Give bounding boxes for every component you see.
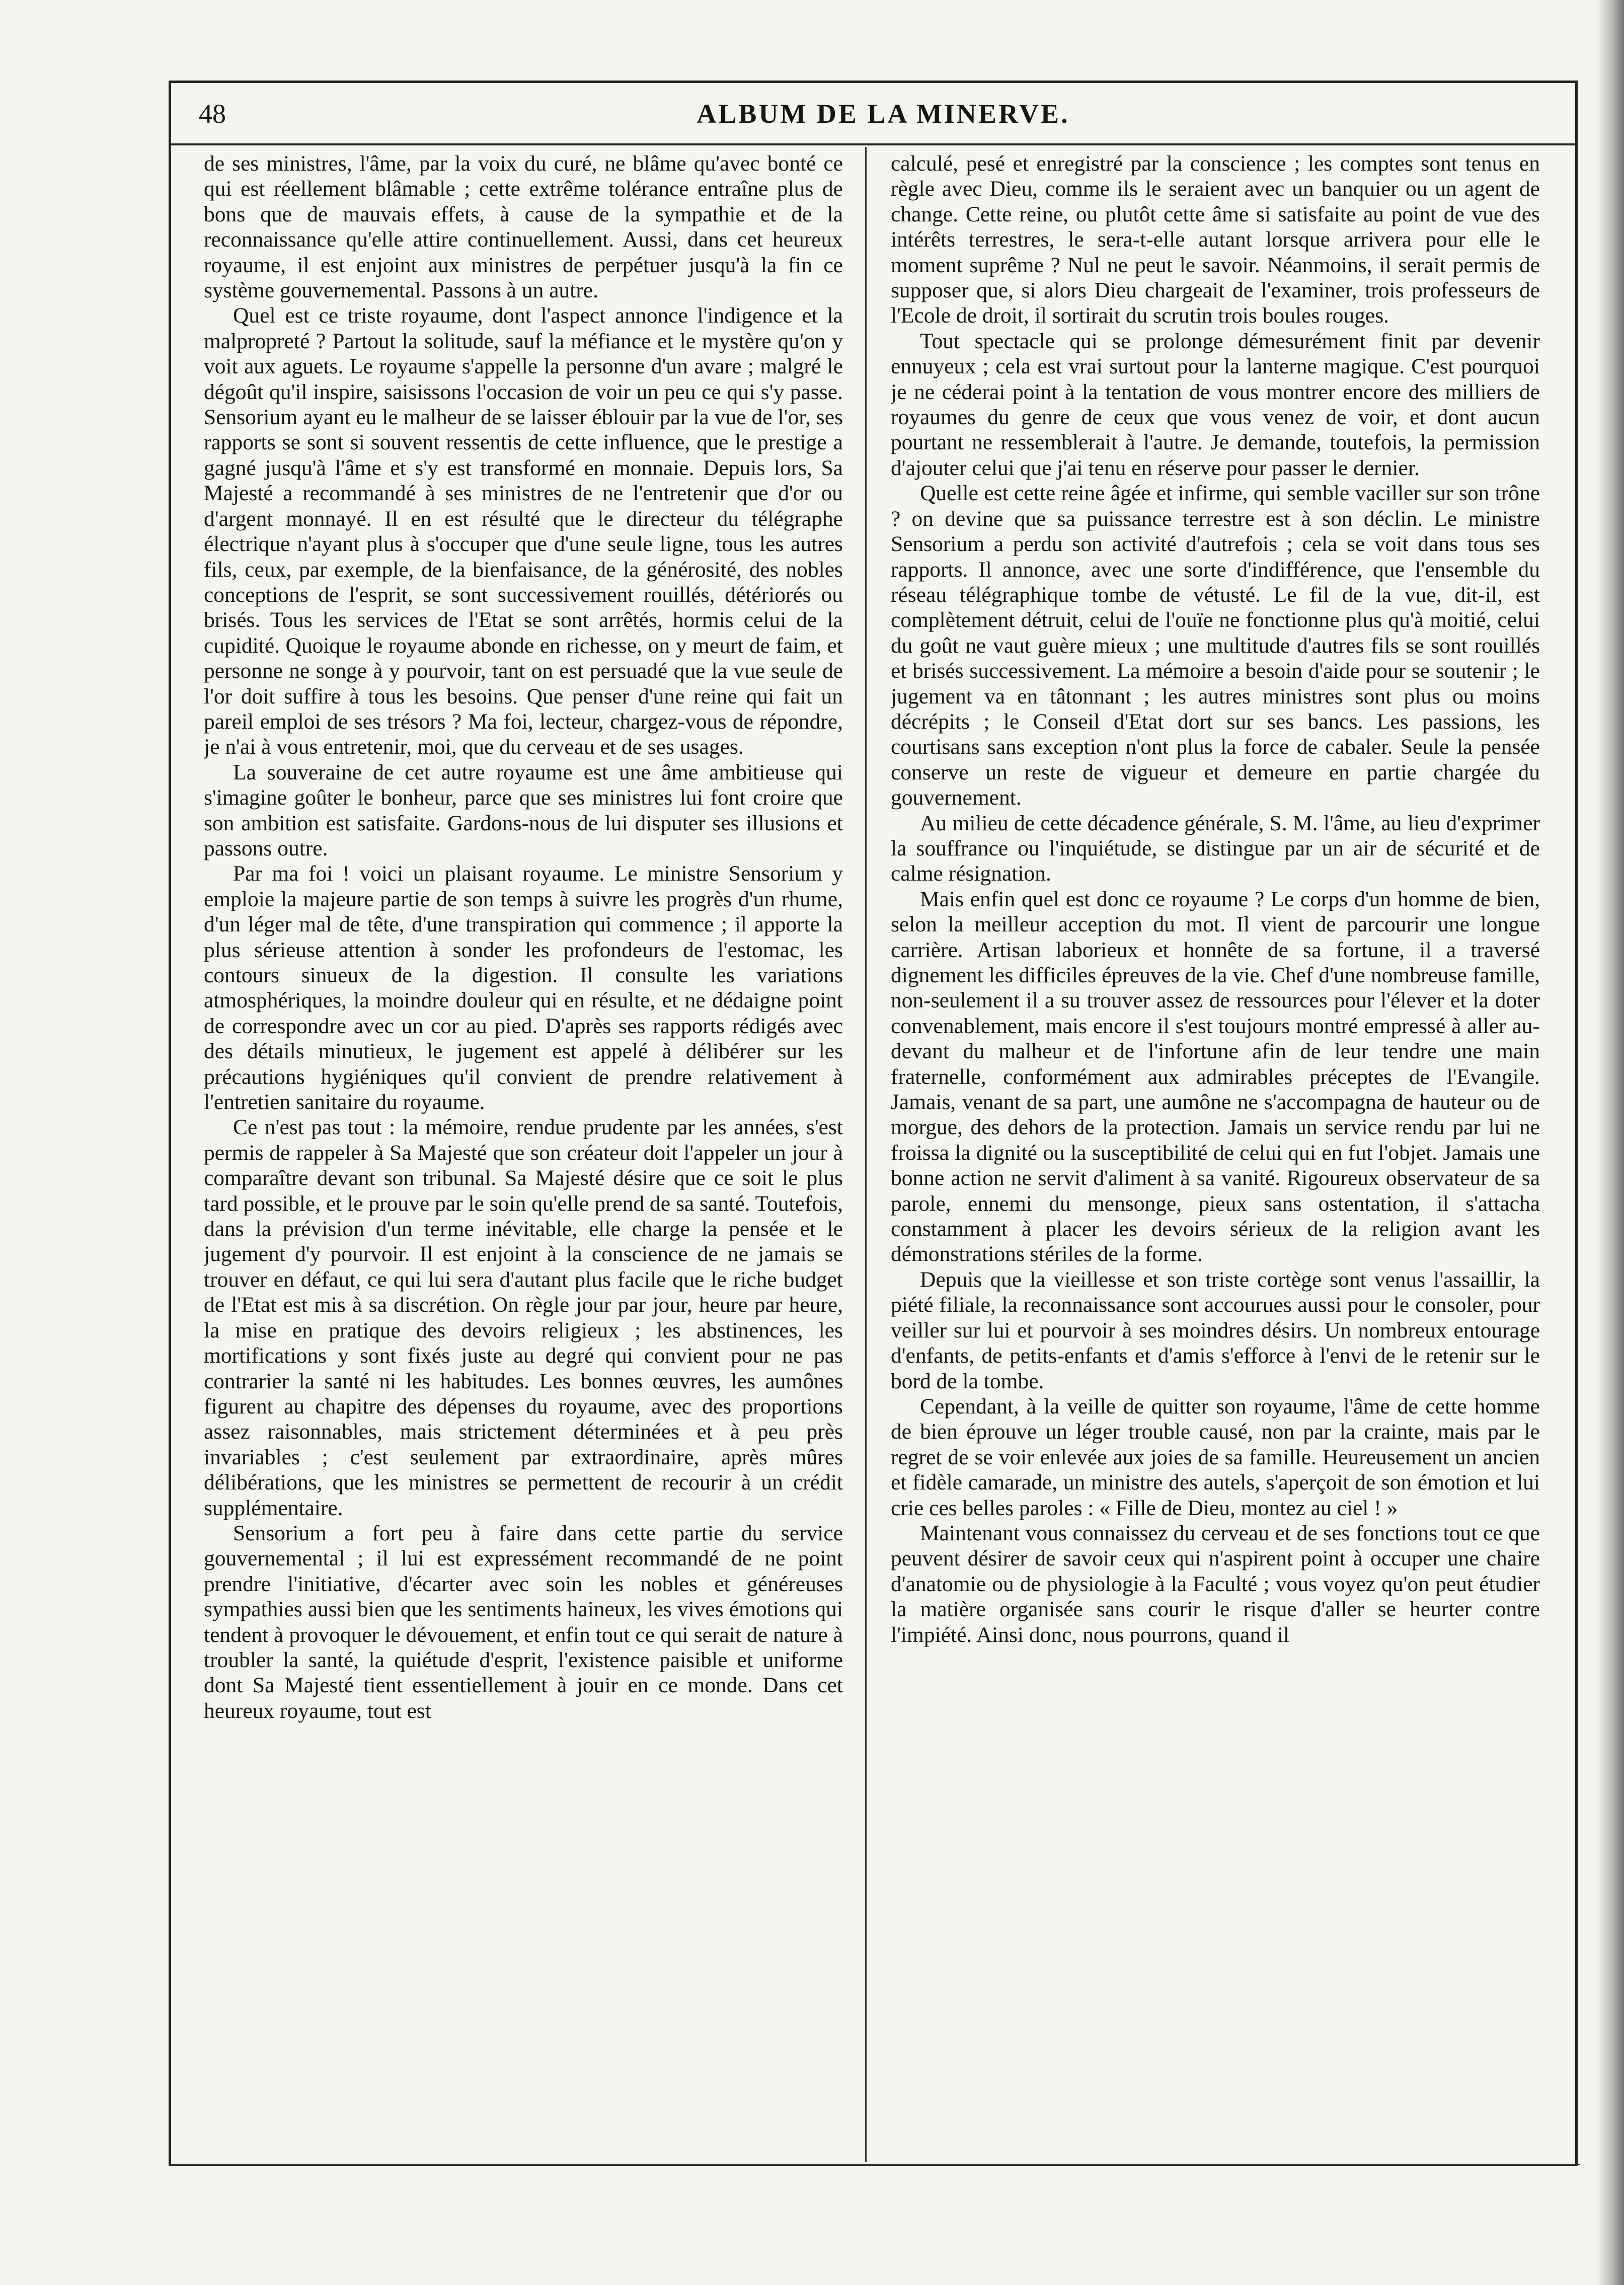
running-title: ALBUM DE LA MINERVE. [697, 99, 1070, 129]
paragraph: de ses ministres, l'âme, par la voix du curé, ne blâme qu'avec bonté ce qui est réellement blâmable ; cette extrême tolérance entraîne plus de bons que de mauvais effets, à cause de la sympathie et de la reconnaissance qu'elle attire continuellement. Aussi, dans cet heureux royaume, il est enjoint aux ministres de perpétuer jusqu'à la fin ce système gouvernemental. Passons à un autre. [204, 151, 843, 303]
paragraph: Quelle est cette reine âgée et infirme, qui semble vaciller sur son trône ? on devine que sa puissance terrestre est à son déclin. Le ministre Sensorium a perdu son activité d'autrefois ; cela se voit dans tous ses rapports. Il annonce, avec une sorte d'indifférence, que l'ensemble du réseau télégraphique tombe de vétusté. Le fil de la vue, dit-il, est complètement détruit, celui de l'ouïe ne fonctionne plus qu'à moitié, celui du goût ne vaut guère mieux ; une multitude d'autres fils se sont rouillés et brisés successivement. La mémoire a besoin d'aide pour se soutenir ; le jugement va en tâtonnant ; les autres ministres sont plus ou moins décrépits ; le Conseil d'Etat dort sur ses bancs. Les passions, les courtisans sans exception n'ont plus la force de cabaler. Seule la pensée conserve un reste de vigueur et demeure en partie chargée du gouvernement. [891, 481, 1540, 810]
paragraph: Sensorium a fort peu à faire dans cette partie du service gouvernemental ; il lui est expressément recommandé de ne point prendre l'initiative, d'écarter avec soin les nobles et généreuses sympathies aussi bien que les sentiments haineux, les vives émotions qui tendent à provoquer le dévouement, et enfin tout ce qui serait de nature à troubler la santé, la quiétude d'esprit, l'existence paisible et uniforme dont Sa Majesté tient essentiellement à jouir en ce monde. Dans cet heureux royaume, tout est [204, 1521, 843, 1723]
page-number: 48 [199, 99, 226, 129]
paragraph: Au milieu de cette décadence générale, S. M. l'âme, au lieu d'exprimer la souffrance ou l'inquiétude, se distingue par un air de sécurité et de calme résignation. [891, 811, 1540, 886]
column-divider [865, 147, 867, 2162]
paragraph: Mais enfin quel est donc ce royaume ? Le corps d'un homme de bien, selon la meilleur acception du mot. Il vient de parcourir une longue carrière. Artisan laborieux et honnête de sa fortune, il a traversé dignement les difficiles épreuves de la vie. Chef d'une nombreuse famille, non-seulement il a su trouver assez de ressources pour l'élever et la doter convenablement, mais encore il s'est toujours montré empressé à aller au-devant du malheur et de l'infortune afin de leur tendre une main fraternelle, conformément aux admirables préceptes de l'Evangile. Jamais, venant de sa part, une aumône ne s'accompagna de hauteur ou de morgue, des dehors de la protection. Jamais un service rendu par lui ne froissa la dignité ou la susceptibilité de celui qui en fut l'objet. Jamais une bonne action ne servit d'aliment à sa vanité. Rigoureux observateur de sa parole, ennemi du mensonge, pieux sans ostentation, il s'attacha constamment à placer les devoirs sérieux de la religion avant les démonstrations stériles de la forme. [891, 887, 1540, 1267]
paragraph: Ce n'est pas tout : la mémoire, rendue prudente par les années, s'est permis de rappeler à Sa Majesté que son créateur doit l'appeler un jour à comparaître devant son tribunal. Sa Majesté désire que ce soit le plus tard possible, et le prouve par le soin qu'elle prend de sa santé. Toutefois, dans la prévision d'un terme inévitable, elle charge la pensée et le jugement d'y pourvoir. Il est enjoint à la conscience de ne jamais se trouver en défaut, ce qui lui sera d'autant plus facile que le riche budget de l'Etat est mis à sa discrétion. On règle jour par jour, heure par heure, la mise en pratique des devoirs religieux ; les abstinences, les mortifications y sont fixés juste au degré qui convient pour ne pas contrarier la santé ni les habitudes. Les bonnes œuvres, les aumônes figurent au chapitre des dépenses du royaume, avec des proportions assez raisonnables, mais strictement déterminées et à peu près invariables ; c'est seulement par extraordinaire, après mûres délibérations, que les ministres se permettent de recourir à un crédit supplémentaire. [204, 1115, 843, 1520]
paragraph: Quel est ce triste royaume, dont l'aspect annonce l'indigence et la malpropreté ? Partout la solitude, sauf la méfiance et le mystère qu'on y voit aux aguets. Le royaume s'appelle la personne d'un avare ; malgré le dégoût qu'il inspire, saisissons l'occasion de voir un peu ce qui s'y passe. Sensorium ayant eu le malheur de se laisser éblouir par la vue de l'or, ses rapports se sont si souvent ressentis de cette influence, que le prestige a gagné jusqu'à l'âme et s'y est transformé en monnaie. Depuis lors, Sa Majesté a recommandé à ses ministres de ne l'entretenir que d'or ou d'argent monnayé. Il en est résulté que le directeur du télégraphe électrique n'ayant plus à s'occuper que d'une seule ligne, tous les autres fils, ceux, par exemple, de la bienfaisance, de la générosité, des nobles conceptions de l'esprit, se sont successivement rouillés, détériorés ou brisés. Tous les services de l'Etat se sont arrêtés, hormis celui de la cupidité. Quoique le royaume abonde en richesse, on y meurt de faim, et personne ne songe à y pourvoir, tant on est persuadé que la vue seule de l'or doit suffire à tous les besoins. Que penser d'une reine qui fait un pareil emploi de ses trésors ? Ma foi, lecteur, chargez-vous de répondre, je n'ai à vous entretenir, moi, que du cerveau et de ses usages. [204, 303, 843, 759]
page-edge-shadow [1596, 0, 1624, 2285]
paragraph: Maintenant vous connaissez du cerveau et de ses fonctions tout ce que peuvent désirer de savoir ceux qui n'aspirent point à occuper une chaire d'anatomie ou de physiologie à la Faculté ; vous voyez qu'on peut étudier la matière organisée sans courir le risque d'aller se heurter contre l'impiété. Ainsi donc, nous pourrons, quand il [891, 1521, 1540, 1647]
bottom-rule [171, 2164, 1580, 2165]
page-header [199, 93, 1568, 148]
left-column [204, 151, 843, 2159]
paragraph: La souveraine de cet autre royaume est une âme ambitieuse qui s'imagine goûter le bonheur, parce que ses ministres lui font croire que son ambition est satisfaite. Gardons-nous de lui disputer ses illusions et passons outre. [204, 760, 843, 860]
paragraph: Cependant, à la veille de quitter son royaume, l'âme de cette homme de bien éprouve un léger trouble causé, non par la crainte, mais par le regret de se voir enlevée aux joies de sa famille. Heureusement un ancien et fidèle camarade, un ministre des autels, s'aperçoit de son émotion et lui crie ces belles paroles : « Fille de Dieu, montez au ciel ! » [891, 1394, 1540, 1520]
paragraph: Depuis que la vieillesse et son triste cortège sont venus l'assaillir, la piété filiale, la reconnaissance sont accourues aussi pour le consoler, pour veiller sur lui et pourvoir à ses moindres désirs. Un nombreux entourage d'enfants, de petits-enfants et d'amis s'efforce à l'envi de le retenir sur le bord de la tombe. [891, 1267, 1540, 1393]
paragraph: Par ma foi ! voici un plaisant royaume. Le ministre Sensorium y emploie la majeure partie de son temps à suivre les progrès d'un rhume, d'un léger mal de tête, d'une transpiration qui commence ; il apporte la plus sérieuse attention à sonder les profondeurs de l'estomac, les contours sinueux de la digestion. Il consulte les variations atmosphériques, la moindre douleur qui en résulte, et ne dédaigne point de correspondre avec un cor au pied. D'après ses rapports rédigés avec des détails minutieux, le jugement est appelé à délibérer sur les précautions hygiéniques qu'il convient de prendre relativement à l'entretien sanitaire du royaume. [204, 861, 843, 1115]
paragraph: Tout spectacle qui se prolonge démesurément finit par devenir ennuyeux ; cela est vrai surtout pour la lanterne magique. C'est pourquoi je ne céderai point à la tentation de vous montrer encore des milliers de royaumes du genre de ceux que vous venez de voir, et dont aucun pourtant ne ressemblerait à l'autre. Je demande, toutefois, la permission d'ajouter celui que j'ai tenu en réserve pour passer le dernier. [891, 329, 1540, 480]
paragraph: calculé, pesé et enregistré par la conscience ; les comptes sont tenus en règle avec Dieu, comme ils le seraient avec un banquier ou un agent de change. Cette reine, ou plutôt cette âme si satisfaite au point de vue des intérêts terrestres, le sera-t-elle autant lorsque arrivera pour elle le moment suprême ? Nul ne peut le savoir. Néanmoins, il serait permis de supposer que, si alors Dieu chargeait de l'examiner, trois professeurs de l'Ecole de droit, il sortirait du scrutin trois boules rouges. [891, 151, 1540, 328]
right-column [891, 151, 1540, 2159]
header-rule [169, 143, 1578, 145]
